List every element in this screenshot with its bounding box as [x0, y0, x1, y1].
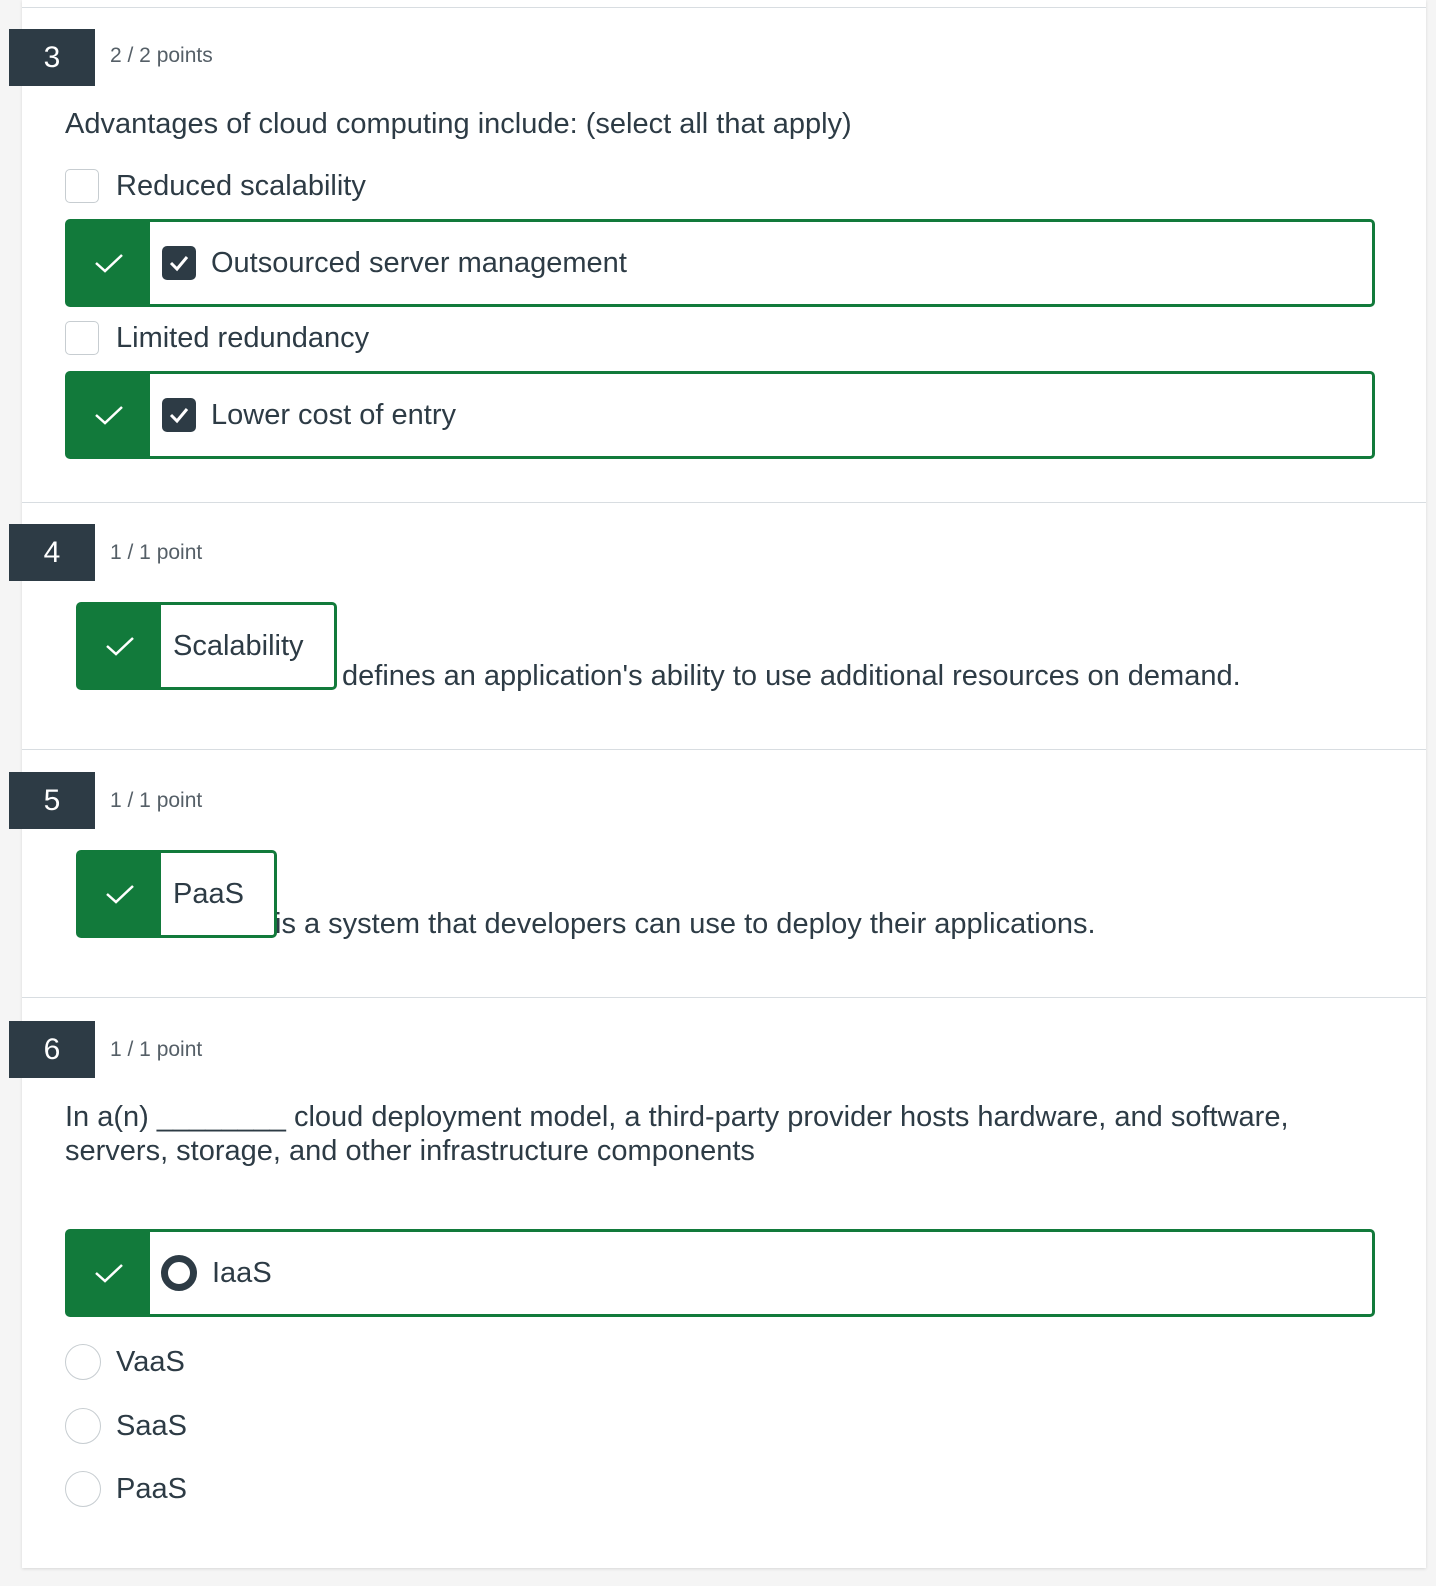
answer-text: Scalability	[173, 629, 304, 662]
option-label: PaaS	[116, 1472, 187, 1505]
checkbox-checked[interactable]	[162, 398, 196, 432]
correct-answer-indicator	[79, 853, 161, 935]
question-3	[22, 8, 1426, 503]
question-4	[22, 503, 1426, 750]
radio-unselected[interactable]	[65, 1408, 101, 1444]
option-label: Lower cost of entry	[211, 398, 456, 431]
option-iaas[interactable]	[65, 1229, 1375, 1317]
option-label: Reduced scalability	[116, 169, 366, 202]
question-text: defines an application's ability to use additional resources on demand.	[342, 660, 1241, 692]
option-saas[interactable]	[65, 1407, 187, 1445]
radio-unselected[interactable]	[65, 1344, 101, 1380]
option-outsourced-server-management[interactable]	[65, 219, 1375, 307]
question-points: 1 / 1 point	[110, 789, 203, 812]
question-number-badge: 4	[9, 524, 95, 581]
option-label: IaaS	[212, 1256, 272, 1289]
question-5	[22, 751, 1426, 998]
checkbox-unchecked[interactable]	[65, 169, 99, 203]
question-text: is a system that developers can use to deploy their applications.	[275, 908, 1096, 940]
question-text: Advantages of cloud computing include: (select all that apply)	[65, 108, 852, 140]
option-reduced-scalability[interactable]	[65, 167, 366, 205]
correct-answer-indicator	[68, 1232, 150, 1314]
option-label: Limited redundancy	[116, 321, 370, 354]
check-icon	[93, 403, 125, 427]
question-text: In a(n) ________ cloud deployment model, a third-party provider hosts hardware, and software, servers, storage, and other infrastructure components	[65, 1101, 1289, 1167]
radio-unselected[interactable]	[65, 1471, 101, 1507]
quiz-results-panel	[22, 0, 1426, 1568]
option-label: VaaS	[116, 1345, 185, 1378]
option-label: SaaS	[116, 1409, 187, 1442]
option-vaas[interactable]	[65, 1343, 185, 1381]
question-points: 2 / 2 points	[110, 44, 213, 67]
question-points: 1 / 1 point	[110, 1038, 203, 1061]
check-icon	[104, 634, 136, 658]
correct-answer-indicator	[68, 374, 150, 456]
option-paas[interactable]	[65, 1470, 187, 1508]
checkmark-icon	[168, 254, 190, 272]
correct-answer-indicator	[68, 222, 150, 304]
checkbox-checked[interactable]	[162, 246, 196, 280]
checkbox-unchecked[interactable]	[65, 321, 99, 355]
correct-answer-indicator	[79, 605, 161, 687]
radio-selected[interactable]	[161, 1255, 197, 1291]
check-icon	[104, 882, 136, 906]
question-points: 1 / 1 point	[110, 541, 203, 564]
checkmark-icon	[168, 406, 190, 424]
fill-in-answer	[76, 602, 337, 690]
option-limited-redundancy[interactable]	[65, 319, 369, 357]
answer-text: PaaS	[173, 877, 244, 910]
fill-in-answer	[76, 850, 277, 938]
question-6	[22, 998, 1426, 1568]
question-number-badge: 6	[9, 1021, 95, 1078]
question-number-badge: 3	[9, 29, 95, 86]
check-icon	[93, 1261, 125, 1285]
question-number-badge: 5	[9, 772, 95, 829]
check-icon	[93, 251, 125, 275]
option-label: Outsourced server management	[211, 246, 627, 279]
option-lower-cost-of-entry[interactable]	[65, 371, 1375, 459]
